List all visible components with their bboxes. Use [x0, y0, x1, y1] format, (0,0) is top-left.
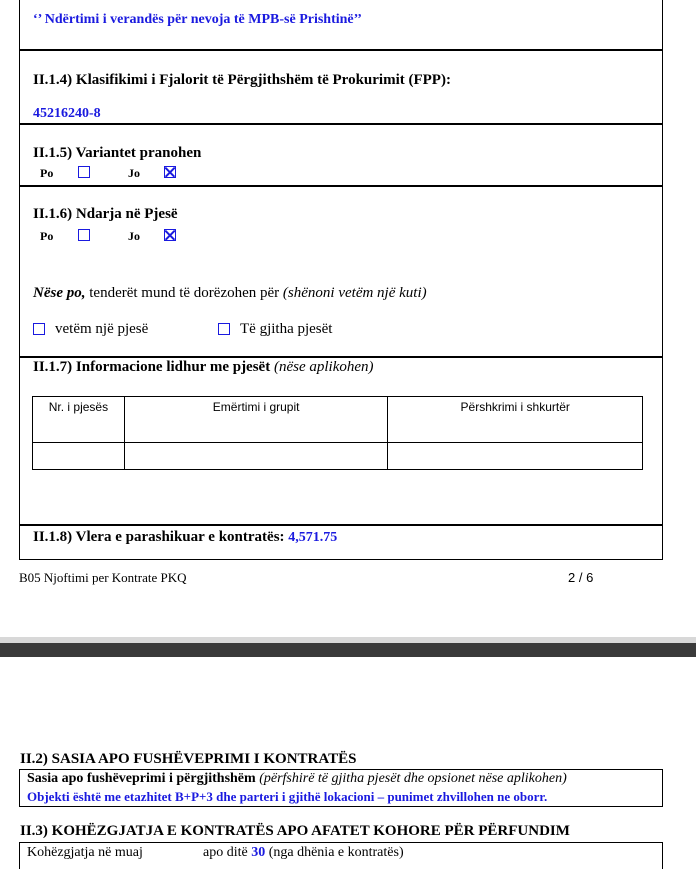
lots-instruction [33, 285, 427, 302]
divider [19, 49, 663, 51]
tenderet-text: tenderët mund të dorëzohen për [85, 285, 283, 301]
table-header-group-name: Emërtimi i grupit [124, 397, 388, 443]
duration-days-value: 30 [251, 845, 266, 860]
table-header-lot-number: Nr. i pjesës [33, 397, 125, 443]
table-row [33, 443, 643, 470]
all-lots-label: Të gjitha pjesët [240, 321, 333, 337]
table-header-description: Përshkrimi i shkurtër [388, 397, 643, 443]
lot-info-note: (nëse aplikohen) [273, 359, 374, 375]
variants-jo-checkbox[interactable] [164, 166, 176, 178]
page-separator [0, 643, 696, 657]
lots-po-checkbox[interactable] [78, 229, 90, 241]
lots-jo-label: Jo [128, 229, 140, 243]
fpp-heading: II.1.4) Klasifikimi i Fjalorit të Përgjithshëm të Prokurimit (FPP): [33, 72, 451, 88]
fpp-code: 45216240-8 [33, 106, 101, 121]
divider [19, 123, 663, 125]
divider [19, 185, 663, 187]
scope-sub-title: Sasia apo fushëveprimi i përgjithshëm [27, 771, 256, 786]
duration-months-label: Kohëzgjatja në muaj [27, 845, 143, 860]
divider [19, 524, 663, 526]
all-lots-checkbox[interactable] [218, 323, 230, 335]
lot-info-heading [33, 359, 374, 376]
lots-table [32, 396, 643, 470]
variants-po-label: Po [40, 166, 54, 180]
estimated-value-label: II.1.8) Vlera e parashikuar e kontratës: [33, 529, 285, 545]
scope-sub [27, 771, 567, 787]
table-cell[interactable] [33, 443, 125, 470]
one-lot-checkbox[interactable] [33, 323, 45, 335]
duration-apo-label: apo ditë [203, 845, 248, 860]
estimated-value-row [33, 529, 337, 546]
table-cell[interactable] [388, 443, 643, 470]
lots-heading: II.1.6) Ndarja në Pjesë [33, 206, 178, 222]
nese-po-text: Nëse po, [33, 285, 86, 301]
lot-info-title: II.1.7) Informacione lidhur me pjesët [33, 359, 271, 375]
divider [19, 356, 663, 358]
duration-days-row [203, 845, 404, 861]
lots-jo-checkbox[interactable] [164, 229, 176, 241]
shenoni-text: (shënoni vetëm një kuti) [282, 285, 427, 301]
duration-heading: II.3) KOHËZGJATJA E KONTRATËS APO AFATET KOHORE PËR PËRFUNDIM [20, 823, 570, 839]
one-lot-label: vetëm një pjesë [55, 321, 149, 337]
estimated-value: 4,571.75 [288, 530, 338, 545]
variants-heading: II.1.5) Variantet pranohen [33, 145, 202, 161]
scope-heading: II.2) SASIA APO FUSHËVEPRIMI I KONTRATËS [20, 751, 357, 767]
table-cell[interactable] [124, 443, 388, 470]
contract-title: ‘’ Ndërtimi i verandës për nevoja të MPB-së Prishtinë’’ [33, 12, 362, 27]
variants-jo-label: Jo [128, 166, 140, 180]
duration-note: (nga dhënia e kontratës) [268, 845, 404, 860]
scope-description: Objekti është me etazhitet B+P+3 dhe parteri i gjithë lokacioni – punimet zhvillohen ne oborr. [27, 789, 548, 804]
footer-page-number: 2 / 6 [568, 570, 594, 585]
variants-po-checkbox[interactable] [78, 166, 90, 178]
lots-po-label: Po [40, 229, 54, 243]
footer-doc-name: B05 Njoftimi per Kontrate PKQ [19, 570, 187, 585]
scope-sub-note: (përfshirë të gjitha pjesët dhe opsionet nëse aplikohen) [259, 771, 567, 786]
